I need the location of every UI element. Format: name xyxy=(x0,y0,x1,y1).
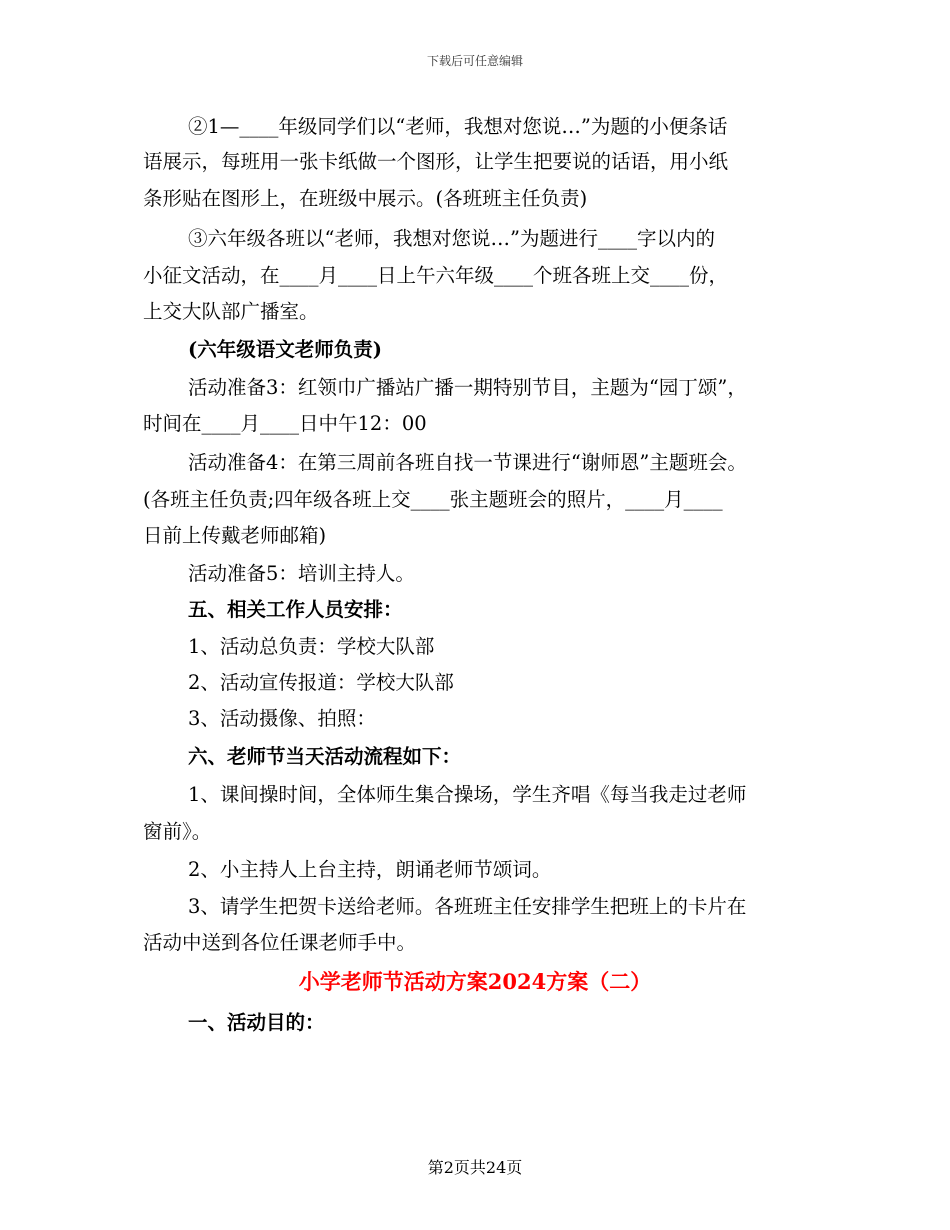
body-line: 语展示，每班用一张卡纸做一个图形，让学生把要说的话语，用小纸 xyxy=(143,150,729,173)
body-line: 活动中送到各位任课老师手中。 xyxy=(143,931,417,954)
section-heading: 五、相关工作人员安排： xyxy=(188,598,403,621)
document-title: 小学老师节活动方案2024方案（二） xyxy=(298,969,652,994)
body-line: 条形贴在图形上，在班级中展示。(各班班主任负责) xyxy=(143,187,588,210)
body-line: 3、活动摄像、拍照： xyxy=(188,707,376,730)
body-line: 活动准备5：培训主持人。 xyxy=(188,562,415,585)
section-heading: 六、老师节当天活动流程如下： xyxy=(188,745,462,768)
body-line: ②1—____年级同学们以“老师，我想对您说…”为题的小便条话 xyxy=(188,115,728,138)
body-line: 日前上传戴老师邮箱) xyxy=(143,524,327,547)
body-line: 1、课间操时间，全体师生集合操场，学生齐唱《每当我走过老师 xyxy=(188,783,747,806)
body-line: 活动准备3：红领巾广播站广播一期特别节目，主题为“园丁颂”， xyxy=(188,376,747,399)
section-heading: 一、活动目的： xyxy=(188,1011,325,1034)
body-line: ③六年级各班以“老师，我想对您说…”为题进行____字以内的 xyxy=(188,227,715,250)
body-line: 3、请学生把贺卡送给老师。各班班主任安排学生把班上的卡片在 xyxy=(188,895,747,918)
body-line: 1、活动总负责：学校大队部 xyxy=(188,635,435,658)
body-line: 2、活动宣传报道：学校大队部 xyxy=(188,671,454,694)
section-note: (六年级语文老师负责) xyxy=(188,338,382,361)
body-line: 上交大队部广播室。 xyxy=(143,300,319,323)
body-line: 时间在____月____日中午12：00 xyxy=(143,412,427,435)
body-line: 小征文活动，在____月____日上午六年级____个班各班上交____份， xyxy=(143,264,729,287)
body-line: 2、小主持人上台主持，朗诵老师节颂词。 xyxy=(188,858,552,881)
body-line: (各班主任负责;四年级各班上交____张主题班会的照片，____月____ xyxy=(143,488,723,511)
body-line: 活动准备4：在第三周前各班自找一节课进行“谢师恩”主题班会。 xyxy=(188,451,747,474)
page-footer: 第2页共24页 xyxy=(427,1158,523,1177)
body-line: 窗前》。 xyxy=(143,820,212,843)
page-header: 下载后可任意编辑 xyxy=(426,54,523,68)
